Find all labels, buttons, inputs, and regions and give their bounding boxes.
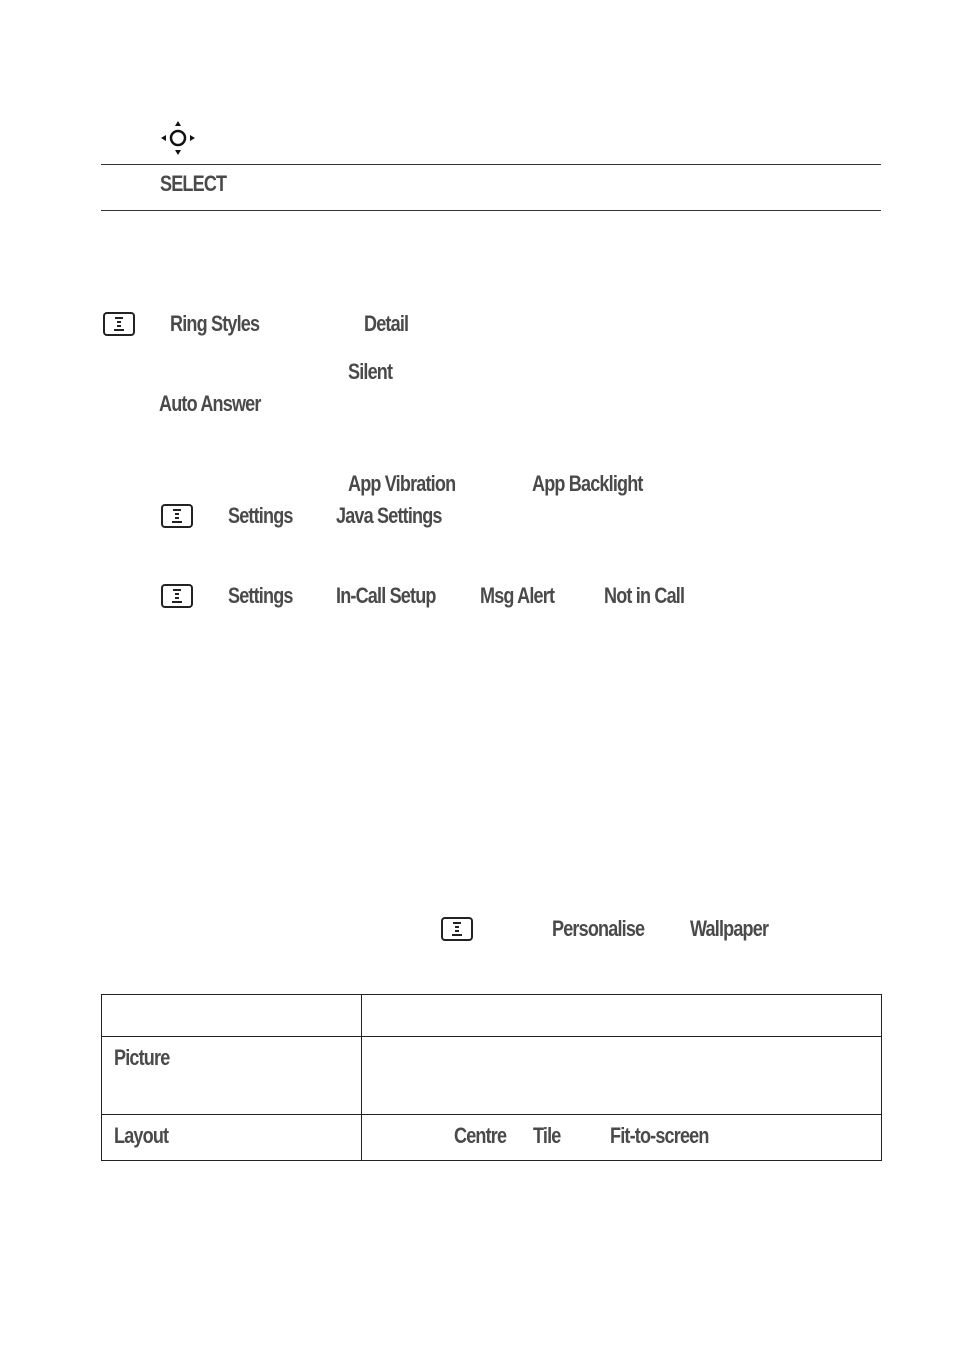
header-cell — [102, 995, 362, 1037]
msg-alert-label: Msg Alert — [480, 583, 555, 608]
in-call-setup-label: In-Call Setup — [336, 583, 436, 608]
layout-cell — [102, 1115, 362, 1161]
personalise-label: Personalise — [552, 916, 645, 941]
detail-label: Detail — [364, 311, 409, 336]
menu-key-icon — [161, 584, 193, 608]
layout-options-cell — [362, 1115, 882, 1161]
picture-value-cell — [362, 1037, 882, 1115]
java-settings-label: Java Settings — [336, 503, 442, 528]
table-row — [102, 995, 882, 1037]
table-row — [102, 1037, 882, 1115]
table-bottom-rule — [101, 210, 881, 211]
settings-label: Settings — [228, 503, 293, 528]
wallpaper-label: Wallpaper — [690, 916, 769, 941]
table-row — [102, 1115, 882, 1161]
silent-label: Silent — [348, 359, 393, 384]
picture-cell — [102, 1037, 362, 1115]
centre-option: Centre — [454, 1123, 507, 1148]
table-top-rule — [101, 164, 881, 165]
wallpaper-options-table — [101, 994, 882, 1161]
select-key-label: SELECT — [160, 171, 227, 196]
header-cell — [362, 995, 882, 1037]
auto-answer-label: Auto Answer — [159, 391, 261, 416]
picture-label: Picture — [114, 1045, 170, 1070]
layout-label: Layout — [114, 1123, 169, 1148]
app-backlight-label: App Backlight — [532, 471, 643, 496]
fit-to-screen-option: Fit-to-screen — [610, 1123, 709, 1148]
menu-key-icon — [441, 917, 473, 941]
settings-label: Settings — [228, 583, 293, 608]
not-in-call-label: Not in Call — [604, 583, 685, 608]
menu-key-icon — [103, 312, 135, 336]
app-vibration-label: App Vibration — [348, 471, 456, 496]
menu-key-icon — [161, 504, 193, 528]
ring-styles-label: Ring Styles — [170, 311, 260, 336]
tile-option: Tile — [533, 1123, 561, 1148]
navigation-key-icon — [160, 120, 196, 156]
